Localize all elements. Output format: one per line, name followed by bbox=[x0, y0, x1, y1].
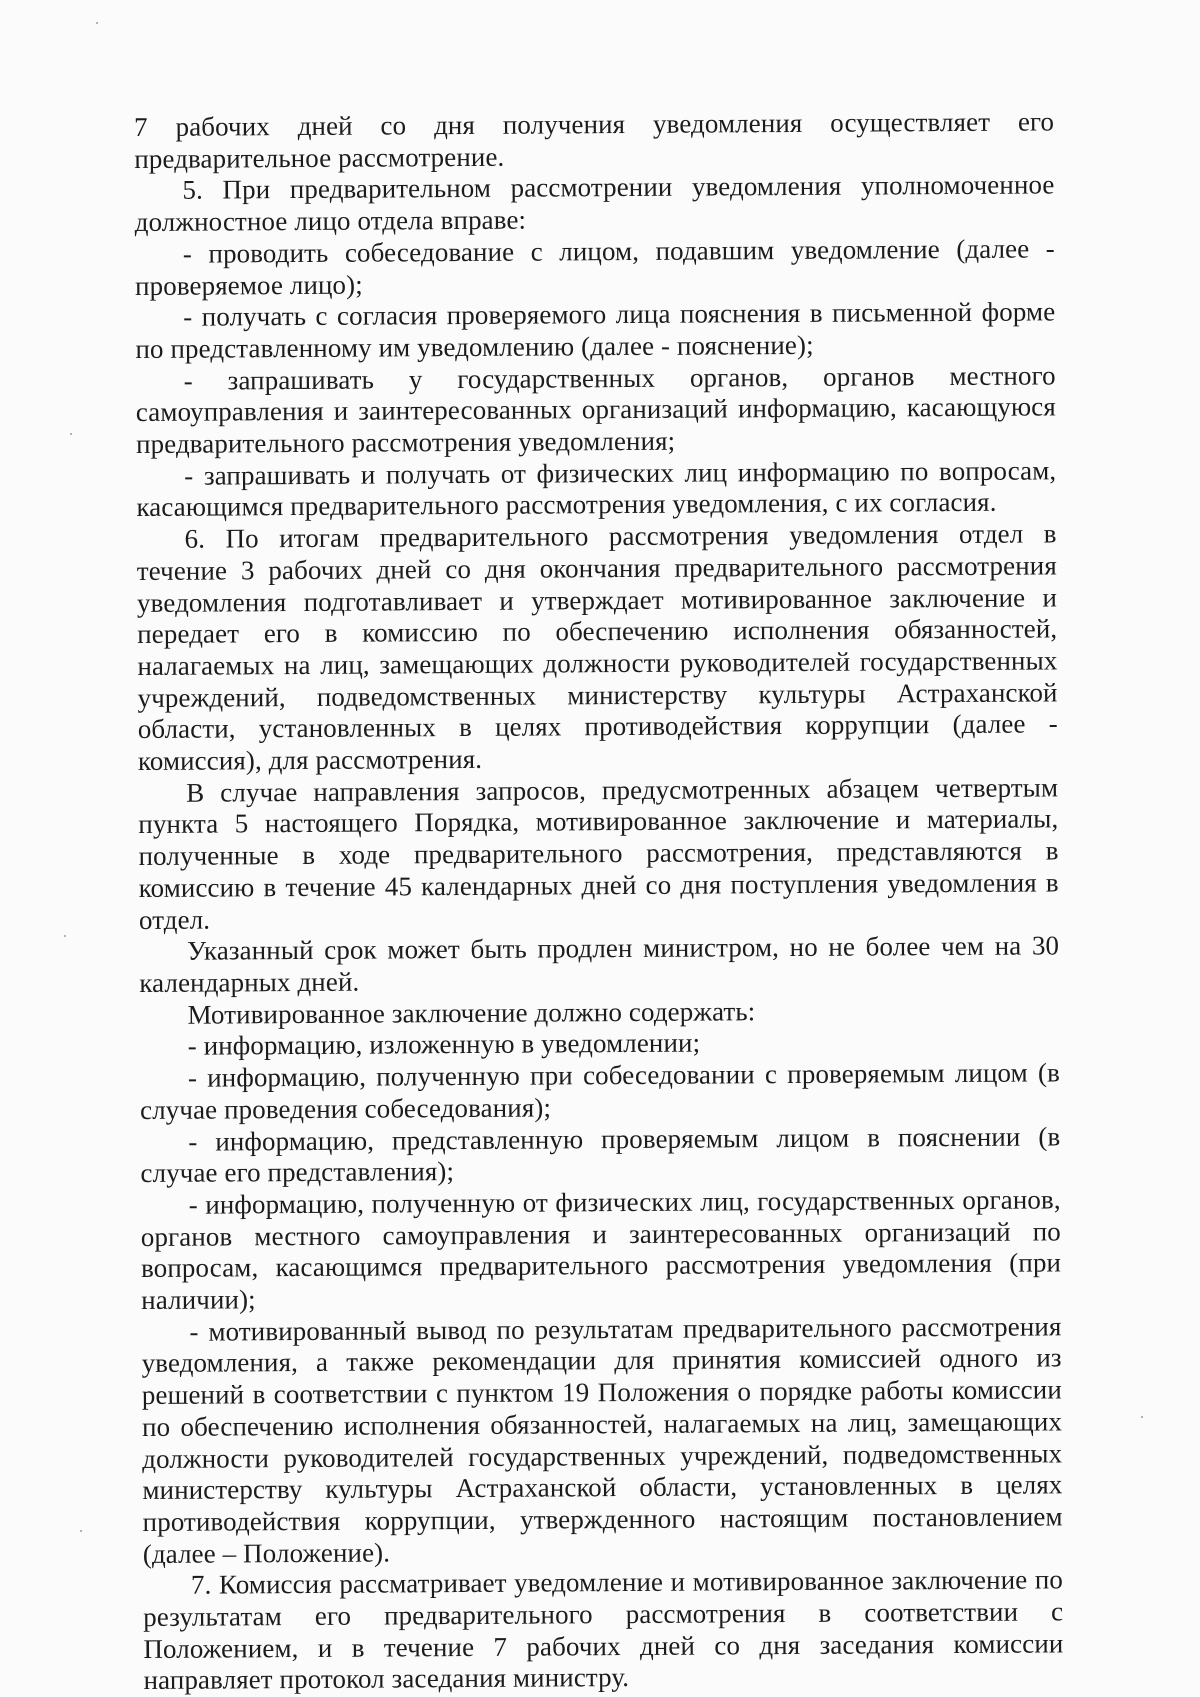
paragraph: Указанный срок может быть продлен министром, но не более чем на 30 календарных дней. bbox=[139, 930, 1060, 998]
paragraph: Мотивированное заключение должно содержать: bbox=[187, 995, 756, 1030]
list-item: - информацию, представленную проверяемым лицом в пояснении (в случае его представления); bbox=[140, 1120, 1061, 1189]
list-item: - информацию, полученную от физических лиц, государственных органов, органов местного самоуправления и заинтересованных организаций по вопросам, касающимся предварительного рассмотрения уведомления (при наличии); bbox=[140, 1184, 1062, 1315]
paragraph-item-5: 5. При предварительном рассмотрении уведомления уполномоченное должностное лицо отдела вправе: bbox=[134, 169, 1055, 238]
list-item: - информацию, изложенную в уведомлении; bbox=[187, 1027, 701, 1062]
scan-speck bbox=[64, 935, 66, 937]
scan-speck bbox=[96, 22, 98, 24]
paragraph-continuation: 7 рабочих дней со дня получения уведомления осуществляет его предварительное рассмотрение. bbox=[134, 106, 1055, 174]
paragraph: В случае направления запросов, предусмотренных абзацем четвертым пункта 5 настоящего Порядка, мотивированное заключение и материалы, полученные в ходе предварительного рассмотрения, представляются в комиссию в течение 45 календарных дней со дня поступления уведомления в отдел. bbox=[138, 772, 1059, 935]
scan-speck bbox=[80, 1530, 82, 1532]
list-item: - запрашивать у государственных органов, органов местного самоуправления и заинтересованных организаций информацию, касающуюся предварительного рассмотрения уведомления; bbox=[135, 360, 1056, 460]
scan-speck bbox=[1141, 1416, 1143, 1418]
paragraph-item-6: 6. По итогам предварительного рассмотрения уведомления отдел в течение 3 рабочих дней со дня окончания предварительного рассмотрения уведомления подготавливает и утверждает мотивированное заключение и передает его в комиссию по обеспечению исполнения обязанностей, налагаемых на лиц, замещающих должности руководителей государственных учреждений, подведомственных министерству культуры Астраханской области, установленных в целях противодействия коррупции (далее - комиссия), для рассмотрения. bbox=[136, 518, 1058, 777]
document-body bbox=[134, 106, 1064, 1697]
scan-speck bbox=[70, 433, 72, 435]
list-item: - запрашивать и получать от физических лиц информацию по вопросам, касающимся предварительного рассмотрения уведомления, с их согласия. bbox=[136, 455, 1057, 523]
paragraph-item-7: 7. Комиссия рассматривает уведомление и мотивированное заключение по результатам его предварительного рассмотрения в соответствии с Положением, и в течение 7 рабочих дней со дня заседания комиссии направляет протокол заседания министру. bbox=[143, 1564, 1064, 1696]
list-item: - получать с согласия проверяемого лица пояснения в письменной форме по представленному им уведомлению (далее - пояснение); bbox=[135, 296, 1056, 364]
list-item: - мотивированный вывод по результатам предварительного рассмотрения уведомления, а также рекомендации для принятия комиссией одного из решений в соответствии с пунктом 19 Положения о порядке работы комиссии по обеспечению исполнения обязанностей, налагаемых на лиц, замещающих должности руководителей государственных учреждений, подведомственных министерству культуры Астраханской области, установленных в целях противодействия коррупции, утвержденного настоящим постановлением (далее – Положение). bbox=[141, 1311, 1063, 1569]
list-item: - проводить собеседование с лицом, подавшим уведомление (далее - проверяемое лицо); bbox=[134, 233, 1055, 301]
list-item: - информацию, полученную при собеседовании с проверяемым лицом (в случае проведения собеседования); bbox=[140, 1057, 1060, 1125]
